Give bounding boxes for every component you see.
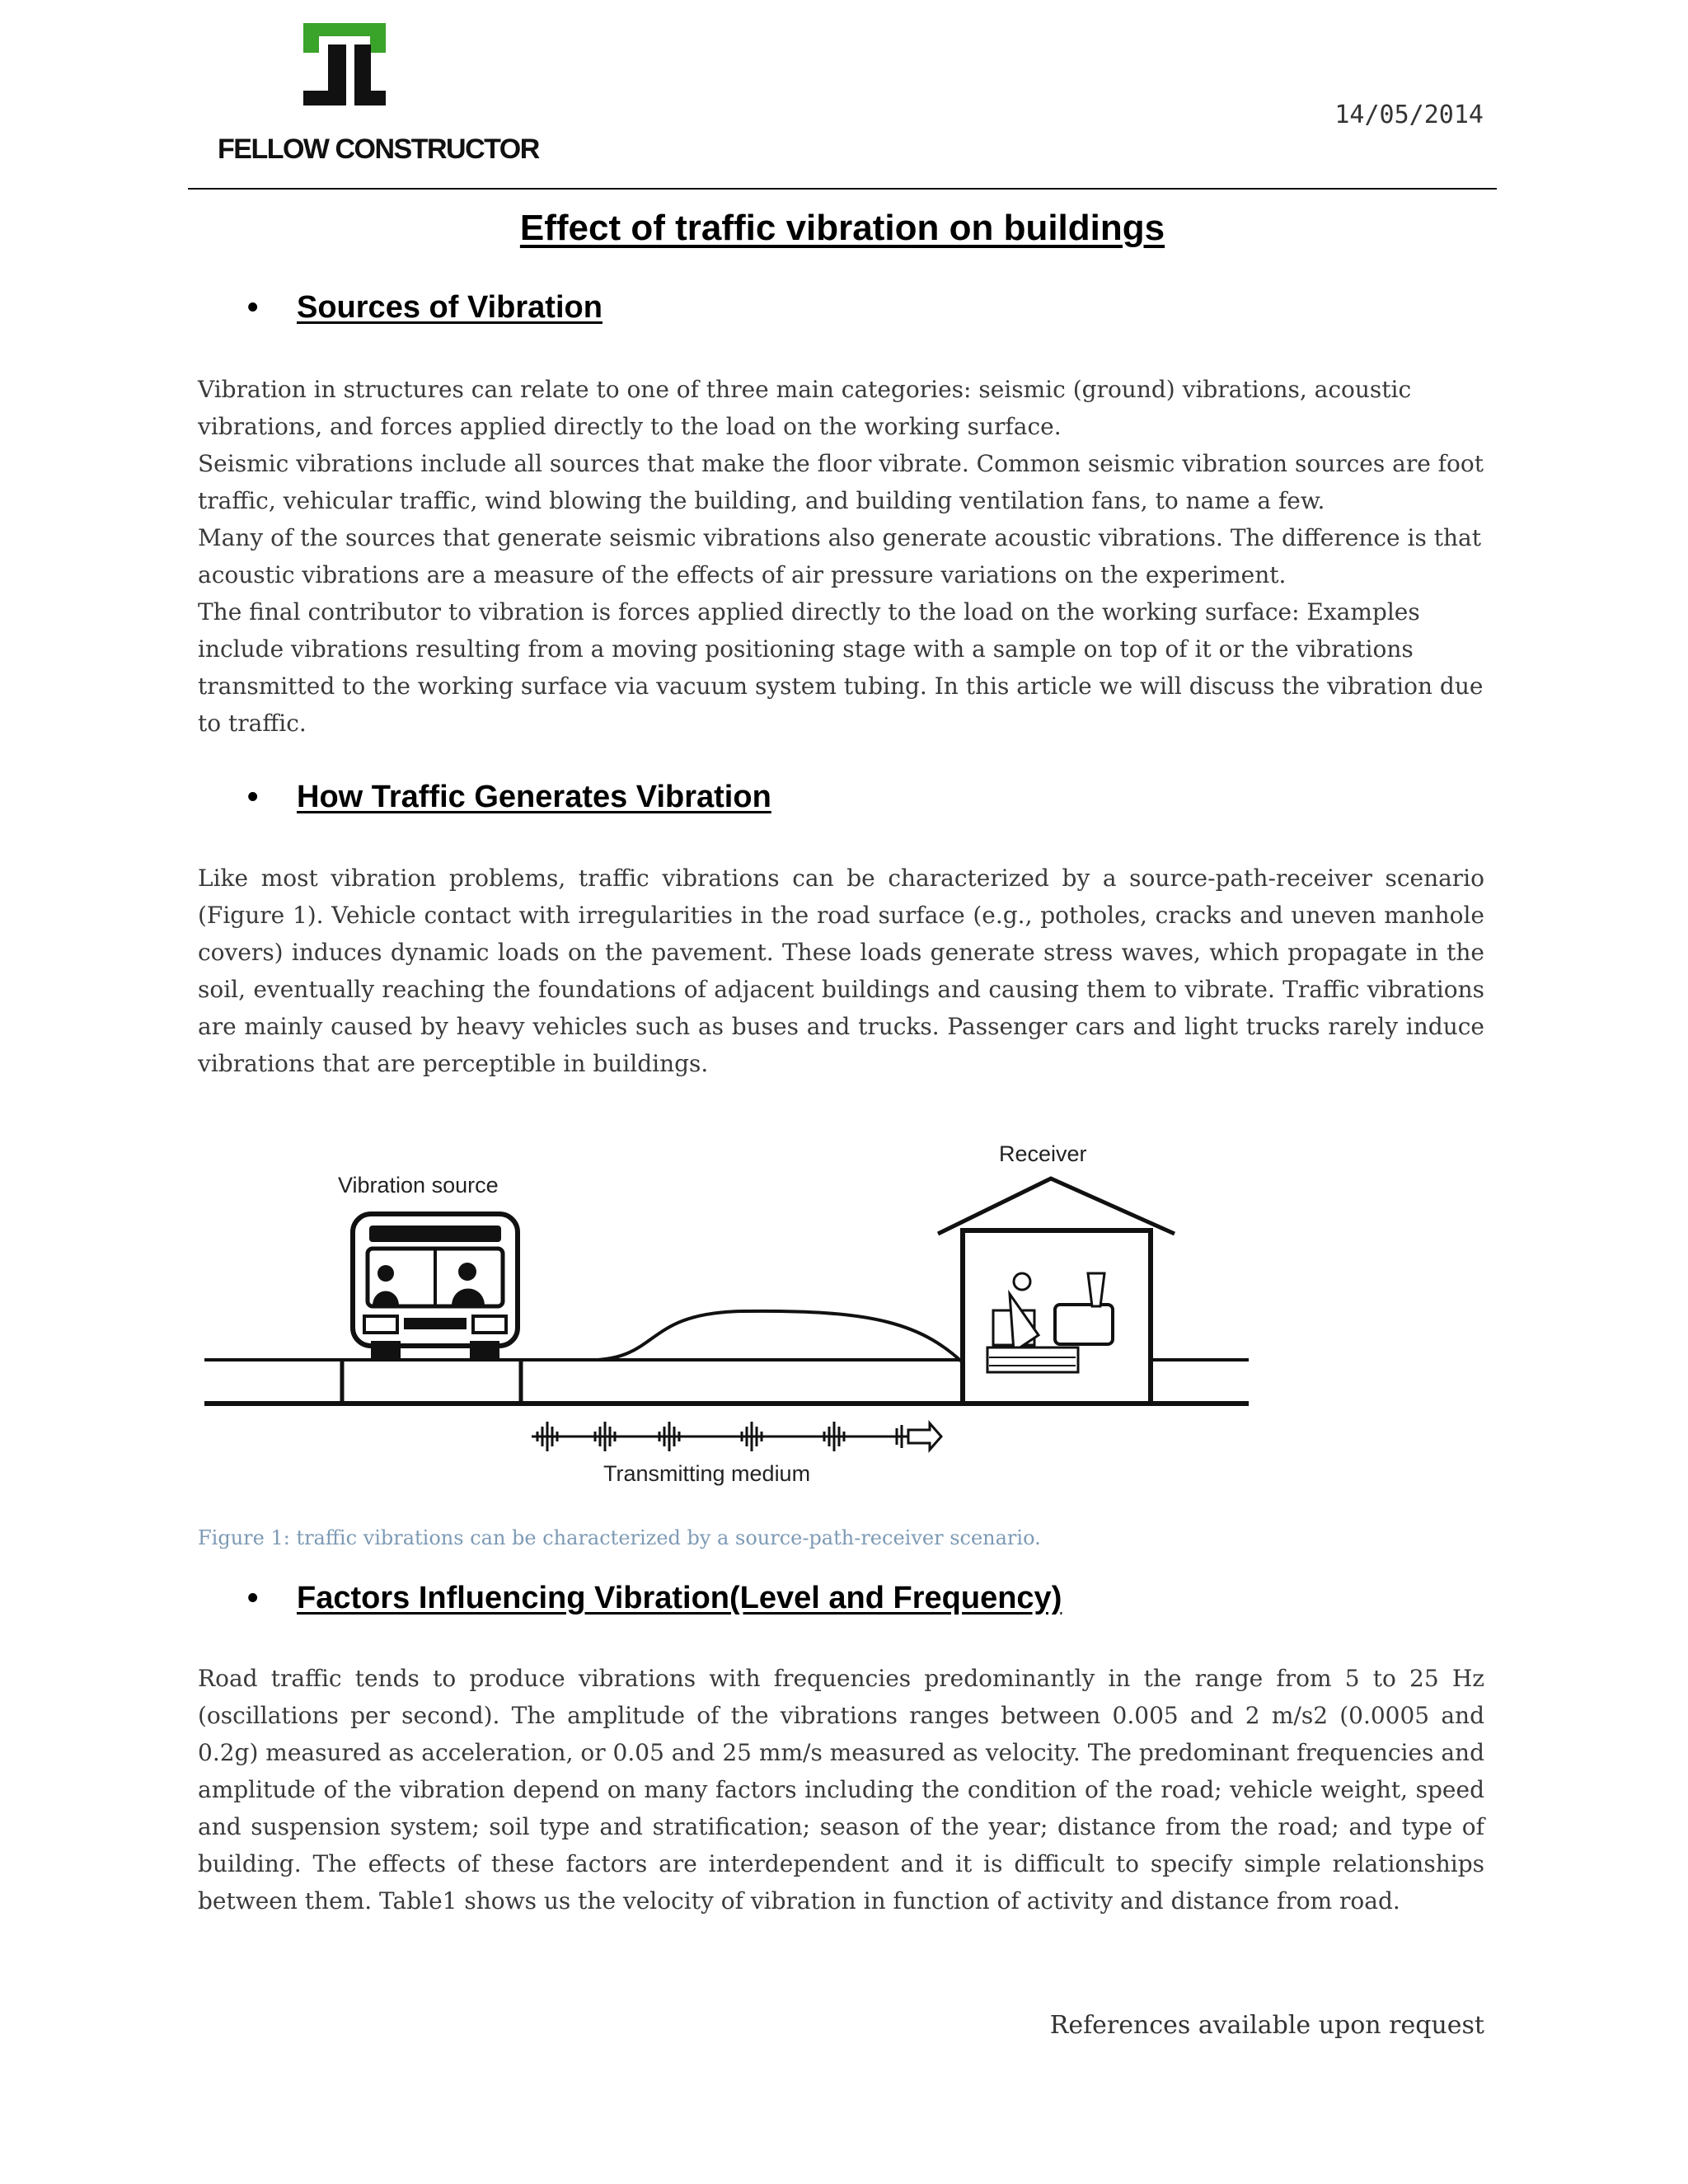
page-title: Effect of traffic vibration on buildings [519,208,1165,248]
bullet-icon: • [247,780,259,814]
figure-caption: Figure 1: traffic vibrations can be characterized by a source-path-receiver scenario. [198,1526,1041,1549]
logo-mark-icon [300,20,407,110]
paragraph: Seismic vibrations include all sources that make the floor vibrate. Common seismic vibration sources are foot traffic, vehicular traffic, wind blowing the building, and building ventilation fans, to name a few. [198,450,1484,514]
paragraph: Road traffic tends to produce vibrations with frequencies predominantly in the range from 5 to 25 Hz (oscillations per second). The amplitude of the vibrations ranges between 0.005 and 2 m/s2 (0.0005 and 0.2g) measured as acceleration, or 0.05 and 25 mm/s measured as velocity. The predominant frequencies and amplitude of the vibration depend on many factors including the condition of the road; vehicle weight, speed and suspension system; soil type and stratification; season of the year; distance from the road; and type of building. The effects of these factors are interdependent and it is difficult to specify simple relationships between them. Table1 shows us the velocity of vibration in function of activity and distance from road. [198,1665,1484,1915]
header-divider [188,188,1497,190]
bullet-icon: • [247,290,259,325]
bus-icon [353,1214,518,1359]
company-name: FELLOW CONSTRUCTOR [218,134,539,165]
traffic-body [198,860,1484,1082]
label-receiver: Receiver [999,1141,1087,1166]
arrow-right-icon [908,1423,941,1450]
company-logo [218,20,539,176]
paragraph: Like most vibration problems, traffic vibrations can be characterized by a source-path-receiver scenario (Figure 1). Vehicle contact with irregularities in the road surface (e.g., potholes, cracks and uneven manhole covers) induces dynamic loads on the pavement. These loads generate stress waves, which propagate in the soil, eventually reaching the foundations of adjacent buildings and causing them to vibrate. Traffic vibrations are mainly caused by heavy vehicles such as buses and trucks. Passenger cars and light trucks rarely induce vibrations that are perceptible in buildings. [198,865,1484,1077]
factors-body [198,1660,1484,1919]
vibration-diagram [198,1133,1269,1496]
figure-source-path-receiver [198,1133,1269,1496]
paragraph: Vibration in structures can relate to one of three main categories: seismic (ground) vibrations, acoustic vibrations, and forces applied directly to the load on the working surface. [198,376,1412,440]
paragraph: The final contributor to vibration is forces applied directly to the load on the working surface: Examples include vibrations resulting from a moving positioning stage with a sample on top of it or the vibrations transmitted to the working surface via vacuum system tubing. In this article we will discuss the vibration due to traffic. [198,598,1484,737]
waveform-icon [532,1422,923,1451]
paragraph: Many of the sources that generate seismic vibrations also generate acoustic vibrations. The difference is that acoustic vibrations are a measure of the effects of air pressure variations on the experiment. [198,524,1481,588]
footer-note: References available upon request [1049,2011,1484,2040]
bullet-icon: • [247,1581,259,1615]
label-vibration-source: Vibration source [338,1173,499,1197]
sources-body [198,371,1484,742]
document-page: FELLOW CONSTRUCTOR 14/05/2014 Effect of traffic vibration on buildings • Sources of Vibration Vibration in structures can relate to one of three main categories: seismic (ground) vibrations, acoustic vibrations, and forces applied directly to the load on the working surface. Seismic vibrations include all sources that make the floor vibrate. Common seismic vibration sources are foot traffic, vehicular traffic, wind blowing the building, and building ventilation fans, to name a few. Many of the sources that generate seismic vibrations also generate acoustic vibrations. The difference is that acoustic vibrations are a measure of the effects of air pressure variations on the experiment. The final contributor to vibration is forces applied directly to the load on the working surface: Examples include vibrations resulting from a moving positioning stage with a sample on top of it or the vibrations transmitted to the working surface via vacuum system tubing. In this article we will discuss the vibration due to traffic. • How Traffic Generates Vibration Like most vibration problems, traffic vibrations can be characterized by a source-path-receiver scenario (Figure 1). Vehicle contact with irregularities in the road surface (e.g., potholes, cracks and uneven manhole covers) induces dynamic loads on the pavement. These loads generate stress waves, which propagate in the soil, eventually reaching the foundations of adjacent buildings and causing them to vibrate. Traffic vibrations are mainly caused by heavy vehicles such as buses and trucks. Passenger cars and light trucks rarely induce vibrations that are perceptible in buildings. Vibration source Receiver Transmitting medium Figure 1: traffic vibrations can be characterized by a source-path-receiver scenario. • Factors Influencing Vibration(Level and Frequency) Road traffic tends to produce vibrations with frequencies predominantly in the range from 5 to 25 Hz (oscillations per second). The amplitude of the vibrations ranges between 0.005 and 2 m/s2 (0.0005 and 0.2g) measured as acceleration, or 0.05 and 25 mm/s measured as velocity. The predominant frequencies and amplitude of the vibration depend on many factors including the condition of the road; vehicle weight, speed and suspension system; soil type and stratification; season of the year; distance from the road; and type of building. The effects of these factors are interdependent and it is difficult to specify simple relationships between them. Table1 shows us the velocity of vibration in function of activity and distance from road. References available upon request [0,0,1688,2184]
document-date: 14/05/2014 [1334,101,1484,129]
label-transmitting-medium: Transmitting medium [603,1461,811,1486]
house-icon [938,1179,1175,1404]
